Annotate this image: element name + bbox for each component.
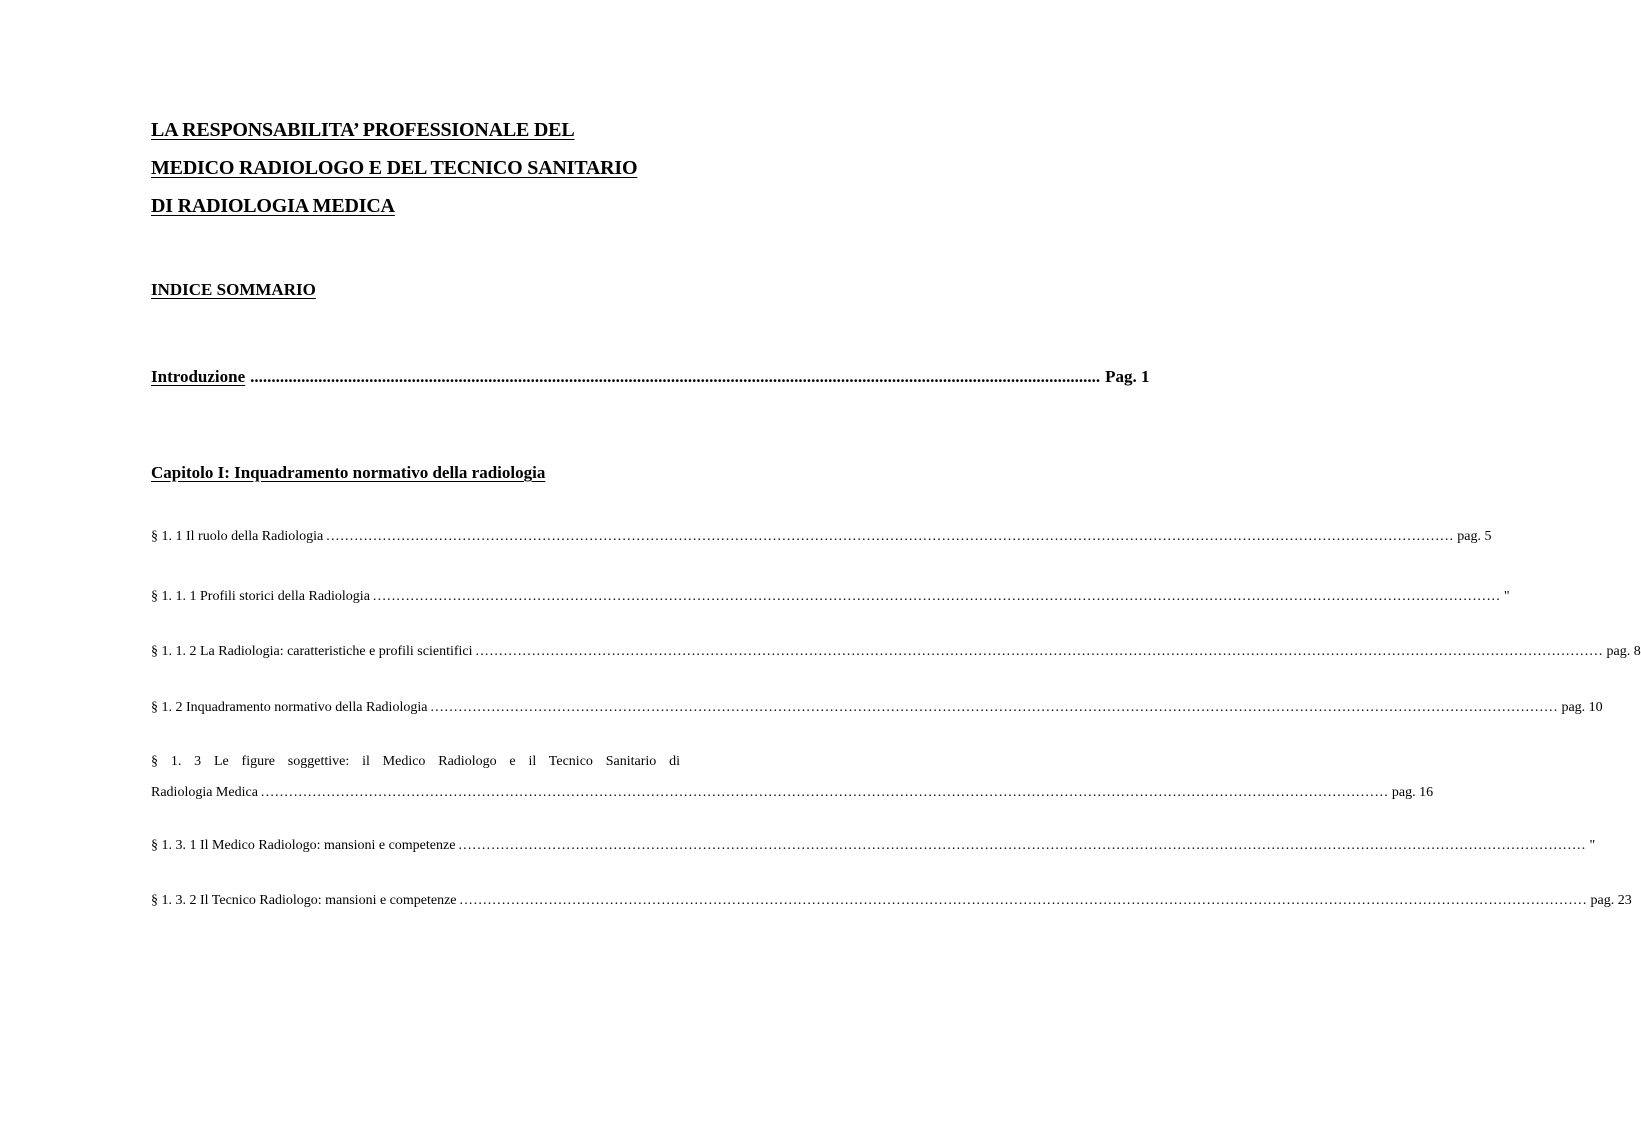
- toc-entry-text-line-1: § 1. 3 Le figure soggettive: il Medico Radiologo e il Tecnico Sanitario di: [151, 754, 680, 769]
- toc-entry-text: § 1. 1. 1 Profili storici della Radiologia: [151, 589, 370, 604]
- toc-entry-page: pag. 23: [1590, 893, 1632, 908]
- toc-entry-text: § 1. 3. 1 Il Medico Radiologo: mansioni e competenze: [151, 838, 456, 853]
- dot-leader: [373, 587, 1501, 607]
- toc-entry: [151, 746, 1434, 808]
- introduction-label: Introduzione: [151, 367, 246, 386]
- dot-leader: [430, 698, 1558, 718]
- toc-entry-page: pag. 10: [1561, 700, 1603, 715]
- chapter-heading: Capitolo I: Inquadramento normativo della radiologia: [151, 463, 546, 482]
- toc-entry-page: pag. 8: [1606, 644, 1641, 659]
- toc-entry: [151, 698, 1603, 718]
- toc-entry: [151, 527, 1492, 547]
- page-title: [151, 111, 691, 225]
- toc-entry: [151, 587, 1510, 607]
- dot-leader: [326, 527, 1454, 547]
- toc-entry-line-2: [151, 777, 1434, 808]
- toc-entry: [151, 642, 1641, 662]
- toc-entry: [151, 836, 1596, 856]
- dot-leader: [250, 367, 1100, 387]
- introduction-page: Pag. 1: [1105, 367, 1150, 386]
- toc-entry-text: § 1. 2 Inquadramento normativo della Radiologia: [151, 700, 428, 715]
- toc-entry-text: § 1. 1. 2 La Radiologia: caratteristiche e profili scientifici: [151, 644, 473, 659]
- toc-entry-text: § 1. 1 Il ruolo della Radiologia: [151, 529, 324, 544]
- title-line-1: LA RESPONSABILITA’ PROFESSIONALE DEL: [151, 119, 575, 141]
- dot-leader: [261, 777, 1389, 808]
- toc-entry-page: pag. 16: [1391, 785, 1434, 800]
- dot-leader: [476, 642, 1604, 662]
- toc-entry-page: ": [1503, 589, 1510, 604]
- title-line-2: MEDICO RADIOLOGO E DEL TECNICO SANITARIO: [151, 157, 638, 179]
- toc-entry: [151, 891, 1632, 911]
- title-line-3: DI RADIOLOGIA MEDICA: [151, 195, 395, 217]
- dot-leader: [460, 891, 1588, 911]
- toc-entry-text-line-2: Radiologia Medica: [151, 785, 258, 800]
- toc-entry-page: pag. 5: [1457, 529, 1492, 544]
- index-heading: INDICE SOMMARIO: [151, 280, 316, 299]
- toc-entry-text: § 1. 3. 2 Il Tecnico Radiologo: mansioni e competenze: [151, 893, 457, 908]
- dot-leader: [458, 836, 1586, 856]
- toc-entry-page: ": [1589, 838, 1596, 853]
- toc-introduction: [151, 367, 1150, 387]
